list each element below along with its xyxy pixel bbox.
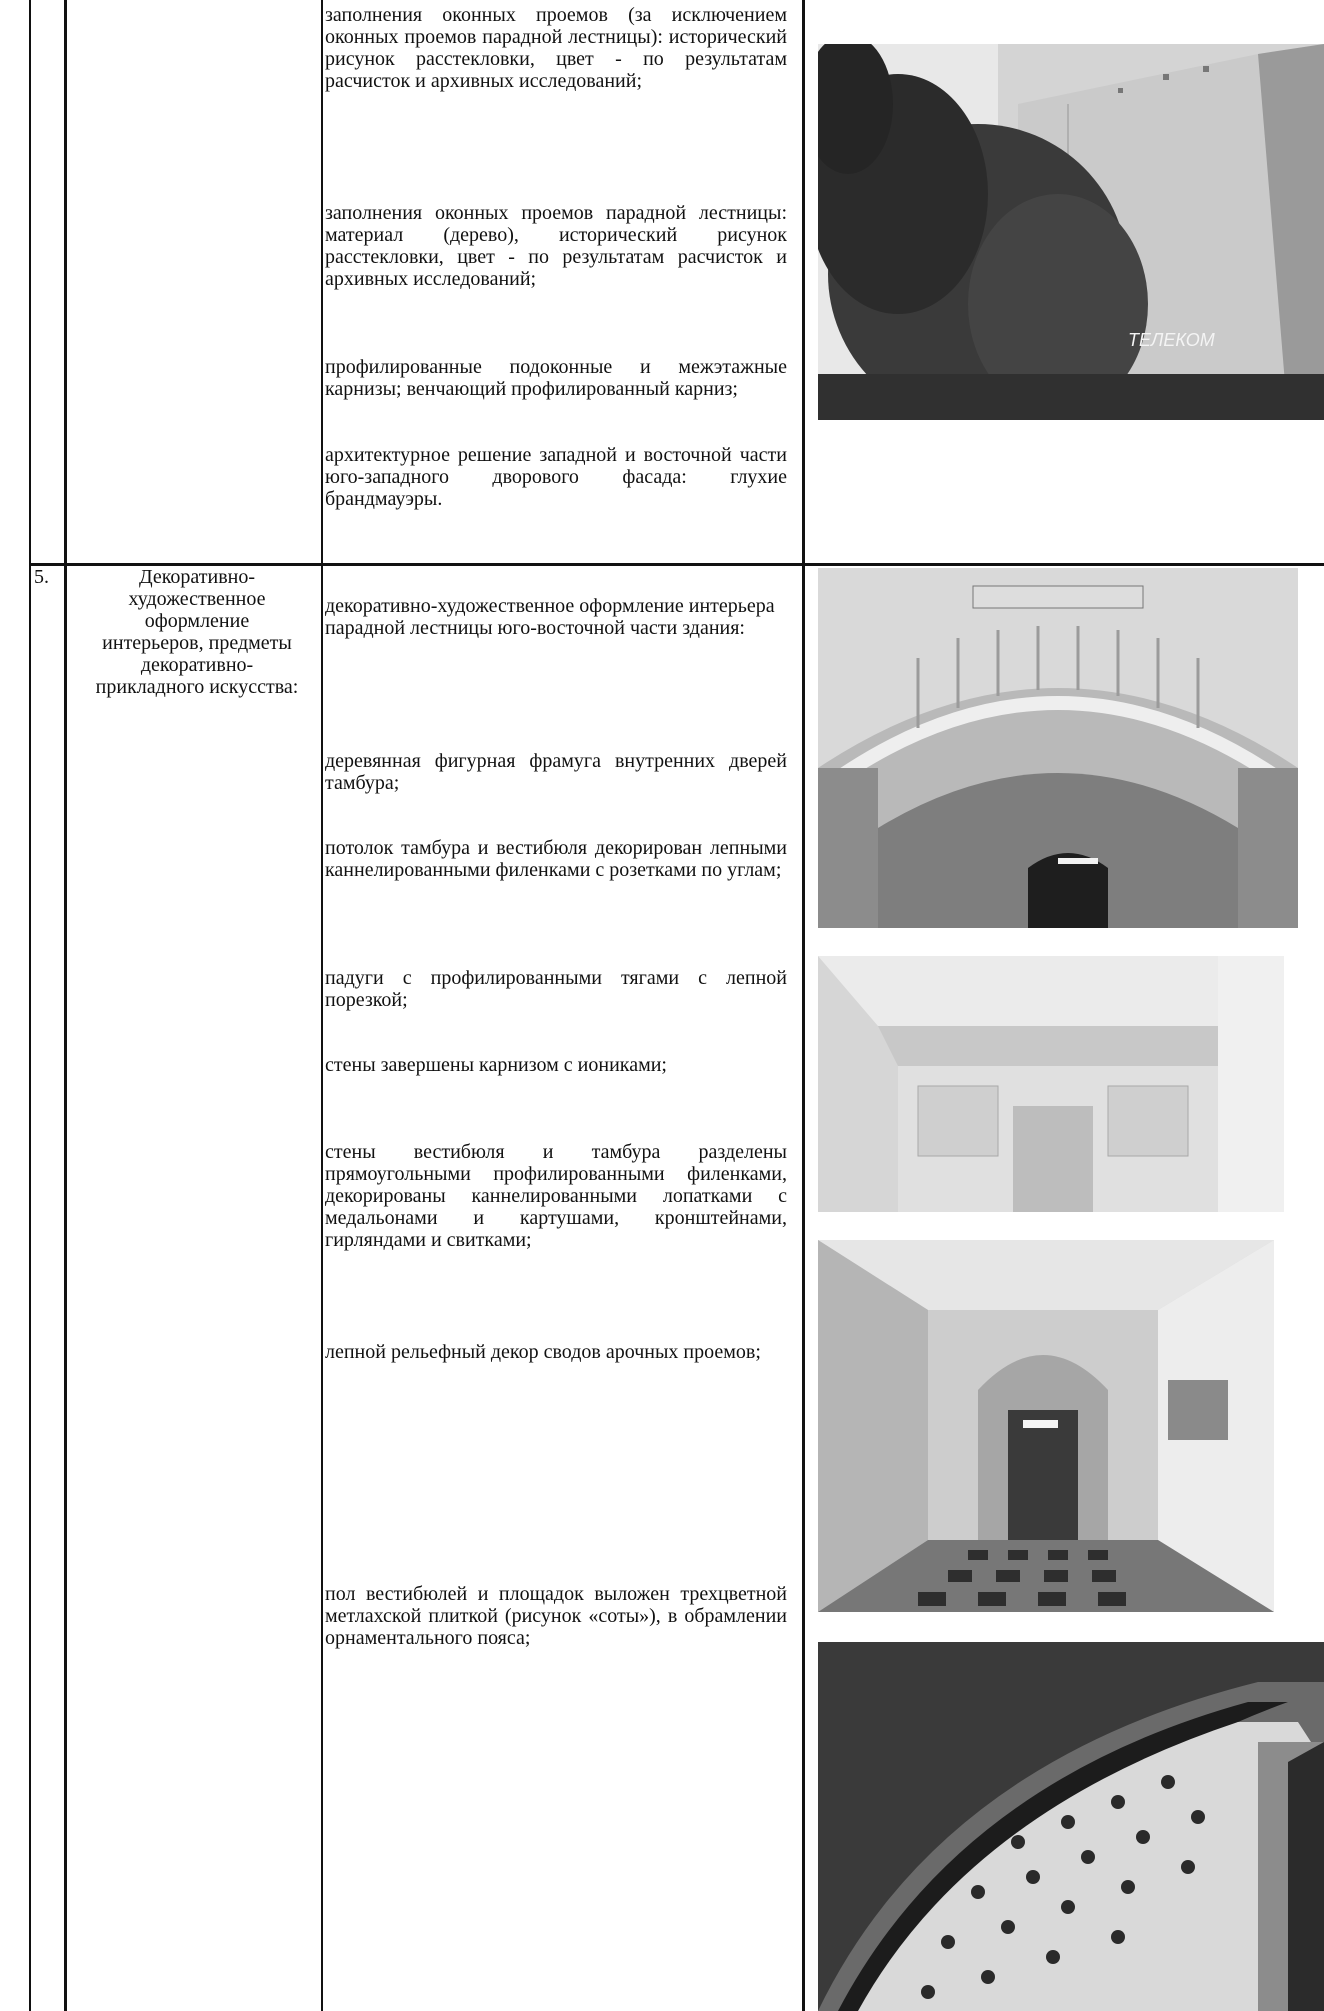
facade-photo bbox=[818, 44, 1324, 420]
table-border-left bbox=[29, 0, 31, 2011]
row-title: Декоративно-художественное оформление интерьеров, предметы декоративно-прикладного искусства: bbox=[95, 566, 299, 698]
row4-paragraph: архитектурное решение западной и восточной части юго-западного дворового фасада: глухие брандмауэры. bbox=[325, 444, 787, 510]
table-col-divider-1 bbox=[64, 0, 67, 2011]
facade-illustration bbox=[818, 44, 1324, 420]
transom-illustration bbox=[818, 568, 1298, 928]
table-col-divider-2 bbox=[321, 0, 323, 2011]
row5-paragraph: потолок тамбура и вестибюля декорирован лепными каннелированными филенками с розетками по углам; bbox=[325, 837, 787, 881]
row5-paragraph: стены завершены карнизом с иониками; bbox=[325, 1054, 667, 1076]
row5-paragraph: декоративно-художественное оформление интерьера парадной лестницы юго-восточной части здания: bbox=[325, 595, 775, 639]
ceiling-illustration bbox=[818, 956, 1284, 1212]
ceiling-decor-photo bbox=[818, 956, 1284, 1212]
row5-paragraph: падуги с профилированными тягами с лепной порезкой; bbox=[325, 967, 787, 1011]
tile-floor-photo bbox=[818, 1642, 1324, 2011]
table-col-divider-3 bbox=[802, 0, 805, 2011]
row4-paragraph: заполнения оконных проемов (за исключением оконных проемов парадной лестницы): исторический рисунок расстекловки, цвет - по результатам расчисток и архивных исследований; bbox=[325, 4, 787, 92]
corridor-photo bbox=[818, 1240, 1274, 1612]
row5-paragraph: лепной рельефный декор сводов арочных проемов; bbox=[325, 1341, 761, 1363]
row5-paragraph: пол вестибюлей и площадок выложен трехцветной метлахской плиткой (рисунок «соты»), в обрамлении орнаментального пояса; bbox=[325, 1583, 787, 1649]
row4-paragraph: профилированные подоконные и межэтажные карнизы; венчающий профилированный карниз; bbox=[325, 356, 787, 400]
tile-floor-illustration bbox=[818, 1642, 1324, 2011]
corridor-illustration bbox=[818, 1240, 1274, 1612]
transom-photo bbox=[818, 568, 1298, 928]
row5-paragraph: деревянная фигурная фрамуга внутренних дверей тамбура; bbox=[325, 750, 787, 794]
facade-sign: ТЕЛЕКОМ bbox=[1128, 330, 1215, 350]
row-number: 5. bbox=[34, 566, 49, 588]
row5-paragraph: стены вестибюля и тамбура разделены прямоугольными профилированными филенками, декорированы каннелированными лопатками с медальонами и картушами, кронштейнами, гирляндами и свитками; bbox=[325, 1141, 787, 1251]
row4-paragraph: заполнения оконных проемов парадной лестницы: материал (дерево), исторический рисунок расстекловки, цвет - по результатам расчисток и архивных исследований; bbox=[325, 202, 787, 290]
